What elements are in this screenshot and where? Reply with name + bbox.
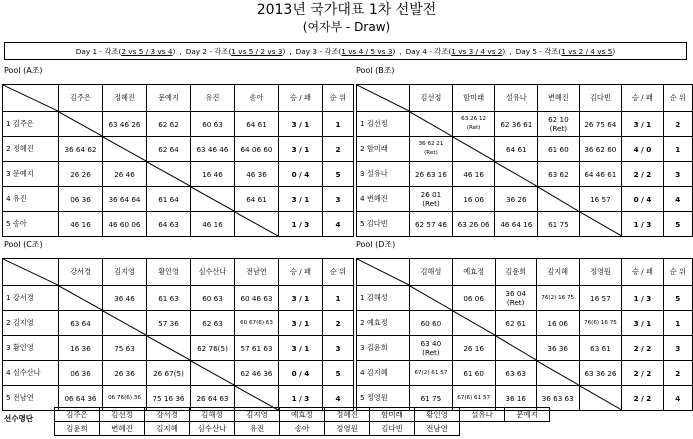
match-score-cell: 62 64 [147, 137, 191, 162]
roster-player-name: 전남연 [415, 422, 460, 436]
match-score-cell: 62 62 [147, 112, 191, 137]
roster-player-name: 설유나 [460, 408, 505, 422]
match-score-cell: 36 64 62 [59, 137, 103, 162]
match-score-cell: 46 60 06 [103, 212, 147, 237]
match-score-cell: 62 63 [191, 311, 235, 336]
player-row-name: 1 김주은 [3, 112, 59, 137]
self-match-cell [103, 137, 147, 162]
roster-player-name: 김지혜 [145, 422, 190, 436]
pool-corner-cell [357, 85, 410, 112]
pool-header-row [357, 85, 693, 112]
diagonal-line-icon [538, 187, 578, 211]
roster-player-name: 김윤희 [55, 422, 100, 436]
win-loss-cell: 1 / 3 [622, 286, 663, 311]
win-loss-header: 승 / 패 [279, 85, 323, 112]
match-score-cell: 61 60 [452, 361, 495, 386]
pool-a-label: Pool (A조) [4, 66, 43, 75]
diagonal-line-icon [357, 85, 409, 111]
self-match-cell [59, 112, 103, 137]
table-row [357, 137, 693, 162]
roster-player-name: 김지영 [235, 408, 280, 422]
pool-header-row [3, 259, 354, 286]
table-row [357, 162, 693, 187]
match-score-cell: 16 36 [59, 336, 103, 361]
pool-header-row [3, 85, 354, 112]
win-loss-header: 승 / 패 [622, 259, 663, 286]
rank-cell: 5 [663, 212, 692, 237]
page-subtitle: (여자부 - Draw) [302, 20, 391, 34]
diagonal-line-icon [3, 85, 58, 111]
diagonal-line-icon [191, 361, 234, 385]
pool-a-table [2, 84, 354, 237]
match-score-cell: 26 67(5) [147, 361, 191, 386]
player-row-name: 1 김선정 [357, 112, 410, 137]
self-match-cell [191, 361, 235, 386]
self-match-cell [579, 386, 622, 411]
table-row [357, 212, 693, 237]
match-score-cell: 61 63 [147, 286, 191, 311]
player-column-header: 전남연 [235, 259, 279, 286]
match-score-cell: 36 62 60 [579, 137, 622, 162]
table-row [3, 311, 354, 336]
match-score-cell: 63 46 26 [103, 112, 147, 137]
match-score-cell: 60 67(6) 63 [235, 311, 279, 336]
roster-player-name: 유진 [235, 422, 280, 436]
match-score-cell: 61 75 [538, 212, 579, 237]
player-row-name: 5 전남연 [3, 386, 59, 411]
rank-cell: 2 [323, 311, 354, 336]
diagonal-line-icon [147, 336, 190, 360]
day-1-schedule [76, 47, 176, 56]
win-loss-cell: 3 / 1 [622, 112, 663, 137]
rank-cell: 3 [663, 162, 692, 187]
roster-player-name: 변혜진 [100, 422, 145, 436]
day-label: Day 1 - 각조( [75, 47, 122, 56]
player-column-header: 김다빈 [579, 85, 622, 112]
rank-cell: 4 [323, 212, 354, 237]
self-match-cell [410, 112, 453, 137]
roster-player-name: 김해성 [190, 408, 235, 422]
match-score-cell: 64 61 [235, 112, 279, 137]
diagonal-line-icon [357, 259, 409, 285]
rank-cell: 2 [663, 112, 692, 137]
day-label: Day 4 - 각조( [405, 47, 452, 56]
match-score-cell: 67(2) 61 57 [410, 361, 453, 386]
match-score-cell: 63 61 [579, 336, 622, 361]
rank-cell: 5 [663, 286, 692, 311]
win-loss-cell: 2 / 2 [622, 361, 663, 386]
match-score-cell: 60 46 63 [235, 286, 279, 311]
win-loss-cell: 3 / 1 [622, 311, 663, 336]
pool-b-label: Pool (B조) [356, 66, 395, 75]
match-score-cell: 26 01 (Ret) [410, 187, 453, 212]
match-score-cell: 76(6) 16 75 [579, 311, 622, 336]
day-close: ) [392, 47, 396, 56]
roster-empty-cell [460, 422, 505, 436]
diagonal-line-icon [537, 361, 579, 385]
day-separator: , [289, 47, 292, 56]
player-row-name: 2 정혜진 [3, 137, 59, 162]
player-row-name: 5 정영원 [357, 386, 410, 411]
roster-row [55, 408, 550, 422]
match-score-cell: 61 60 [538, 137, 579, 162]
self-match-cell [536, 361, 579, 386]
match-score-cell: 06 36 [59, 361, 103, 386]
pool-corner-cell [3, 85, 59, 112]
match-score-cell: 62 36 61 [495, 112, 538, 137]
diagonal-line-icon [103, 137, 146, 161]
match-score-cell: 63 64 [59, 311, 103, 336]
table-row [357, 112, 693, 137]
match-score-cell: 57 61 63 [235, 336, 279, 361]
day-2-schedule [186, 47, 286, 56]
match-score-cell: 63 26 06 [452, 212, 495, 237]
win-loss-cell: 3 / 1 [279, 286, 323, 311]
day-5-schedule [516, 47, 616, 56]
match-score-cell: 06 36 [59, 187, 103, 212]
match-score-cell: 36 62 21 (Ret) [410, 137, 453, 162]
match-score-cell: 57 36 [147, 311, 191, 336]
rank-cell: 5 [323, 361, 354, 386]
win-loss-cell: 1 / 3 [279, 386, 323, 411]
player-column-header: 심수산나 [191, 259, 235, 286]
match-score-cell: 26 63 16 [410, 162, 453, 187]
pool-corner-cell [357, 259, 410, 286]
day-label: Day 3 - 각조( [295, 47, 342, 56]
match-score-cell: 06 76(6) 36 [103, 386, 147, 411]
rank-cell: 4 [663, 386, 692, 411]
roster-player-name: 김선정 [100, 408, 145, 422]
diagonal-line-icon [496, 336, 536, 360]
player-column-header: 유진 [191, 85, 235, 112]
player-column-header: 함미래 [452, 85, 495, 112]
match-score-cell: 36 26 [495, 187, 538, 212]
day-label: Day 5 - 각조( [515, 47, 562, 56]
roster-empty-cell [505, 422, 550, 436]
pool-d-table [356, 258, 693, 411]
page-title: 2013년 국가대표 1차 선발전 [256, 2, 437, 18]
match-score-cell: 26 26 [59, 162, 103, 187]
match-score-cell: 61 64 [147, 187, 191, 212]
win-loss-cell: 2 / 2 [622, 336, 663, 361]
table-row [357, 336, 693, 361]
match-score-cell: 26 16 [452, 336, 495, 361]
roster-player-name: 황인영 [415, 408, 460, 422]
self-match-cell [410, 286, 453, 311]
day-close: ) [282, 47, 286, 56]
diagonal-line-icon [410, 112, 452, 136]
player-column-header: 김주은 [59, 85, 103, 112]
diagonal-line-icon [103, 311, 146, 335]
diagonal-line-icon [580, 386, 622, 410]
day-schedule-bar [4, 42, 687, 60]
self-match-cell [147, 336, 191, 361]
diagonal-line-icon [410, 286, 452, 310]
roster-player-name: 심수산나 [190, 422, 235, 436]
match-score-cell: 64 46 61 [579, 162, 622, 187]
match-score-cell: 64 61 [495, 137, 538, 162]
match-score-cell: 36 04 (Ret) [495, 286, 536, 311]
match-score-cell: 16 06 [536, 311, 579, 336]
self-match-cell [191, 187, 235, 212]
rank-cell: 1 [663, 137, 692, 162]
roster-player-name: 김다빈 [370, 422, 415, 436]
table-row [3, 286, 354, 311]
diagonal-line-icon [235, 212, 278, 236]
win-loss-cell: 0 / 4 [622, 187, 663, 212]
roster-player-name: 송아 [280, 422, 325, 436]
match-score-cell: 64 06 60 [235, 137, 279, 162]
day-close: ) [172, 47, 176, 56]
player-row-name: 4 김지혜 [357, 361, 410, 386]
roster-row [55, 422, 550, 436]
match-score-cell: 06 06 [452, 286, 495, 311]
table-row [357, 187, 693, 212]
match-score-cell: 46 64 16 [495, 212, 538, 237]
player-column-header: 예효정 [452, 259, 495, 286]
match-score-cell: 36 64 64 [103, 187, 147, 212]
diagonal-line-icon [453, 137, 495, 161]
rank-cell: 1 [323, 286, 354, 311]
table-row [357, 286, 693, 311]
self-match-cell [538, 187, 579, 212]
day-matchups: 1 vs 4 / 5 vs 3 [341, 47, 393, 56]
match-score-cell: 61 75 [410, 386, 453, 411]
win-loss-cell: 0 / 4 [279, 162, 323, 187]
table-row [3, 212, 354, 237]
table-row [3, 187, 354, 212]
diagonal-line-icon [580, 212, 622, 236]
win-loss-cell: 3 / 1 [279, 187, 323, 212]
player-row-name: 1 김해성 [357, 286, 410, 311]
roster-player-name: 강서경 [145, 408, 190, 422]
player-row-name: 2 예효정 [357, 311, 410, 336]
self-match-cell [495, 336, 536, 361]
player-column-header: 강서경 [59, 259, 103, 286]
rank-cell: 4 [663, 187, 692, 212]
match-score-cell: 62 61 [495, 311, 536, 336]
match-score-cell: 26 75 64 [579, 112, 622, 137]
match-score-cell: 62 46 36 [235, 361, 279, 386]
day-separator: , [399, 47, 402, 56]
table-row [3, 361, 354, 386]
match-score-cell: 16 46 [191, 162, 235, 187]
rank-cell: 3 [323, 187, 354, 212]
match-score-cell: 62 10 (Ret) [538, 112, 579, 137]
diagonal-line-icon [147, 162, 190, 186]
self-match-cell [235, 212, 279, 237]
day-close: ) [502, 47, 506, 56]
day-label: Day 2 - 각조( [185, 47, 232, 56]
match-score-cell: 46 16 [59, 212, 103, 237]
match-score-cell: 16 06 [452, 187, 495, 212]
match-score-cell: 26 64 63 [191, 386, 235, 411]
match-score-cell: 36 63 63 [536, 386, 579, 411]
day-matchups: 2 vs 5 / 3 vs 4 [121, 47, 173, 56]
win-loss-cell: 2 / 2 [622, 162, 663, 187]
diagonal-line-icon [495, 162, 537, 186]
rank-cell: 2 [323, 137, 354, 162]
self-match-cell [452, 137, 495, 162]
match-score-cell: 63 40 (Ret) [410, 336, 453, 361]
match-score-cell: 46 36 [235, 162, 279, 187]
win-loss-header: 승 / 패 [622, 85, 663, 112]
player-column-header: 김지혜 [536, 259, 579, 286]
day-matchups: 1 vs 3 / 4 vs 2 [451, 47, 503, 56]
player-column-header: 김해성 [410, 259, 453, 286]
win-loss-cell: 3 / 1 [279, 311, 323, 336]
day-matchups: 1 vs 5 / 2 vs 3 [231, 47, 283, 56]
win-loss-cell: 3 / 1 [279, 336, 323, 361]
match-score-cell: 60 60 [410, 311, 453, 336]
table-row [357, 361, 693, 386]
win-loss-cell: 4 / 0 [622, 137, 663, 162]
player-row-name: 3 김윤희 [357, 336, 410, 361]
match-score-cell: 36 46 [103, 286, 147, 311]
match-score-cell: 75 16 36 [147, 386, 191, 411]
day-separator: , [509, 47, 512, 56]
table-row [3, 112, 354, 137]
rank-cell: 3 [323, 336, 354, 361]
win-loss-cell: 1 / 3 [622, 212, 663, 237]
match-score-cell: 63 36 26 [579, 361, 622, 386]
match-score-cell: 16 57 [579, 286, 622, 311]
match-score-cell: 63 46 46 [191, 137, 235, 162]
roster-player-name: 김주은 [55, 408, 100, 422]
win-loss-cell: 0 / 4 [279, 361, 323, 386]
player-row-name: 3 황인영 [3, 336, 59, 361]
day-close: ) [612, 47, 616, 56]
table-row [3, 137, 354, 162]
win-loss-cell: 3 / 1 [279, 112, 323, 137]
table-row [357, 311, 693, 336]
self-match-cell [103, 311, 147, 336]
win-loss-header: 승 / 패 [279, 259, 323, 286]
table-row [3, 162, 354, 187]
match-score-cell: 26 46 [103, 162, 147, 187]
self-match-cell [452, 311, 495, 336]
pool-corner-cell [3, 259, 59, 286]
player-column-header: 김선정 [410, 85, 453, 112]
match-score-cell: 64 63 [147, 212, 191, 237]
match-score-cell: 63 63 [495, 361, 536, 386]
match-score-cell: 62 76(5) [191, 336, 235, 361]
match-score-cell: 75 63 [103, 336, 147, 361]
self-match-cell [59, 286, 103, 311]
player-column-header: 문예지 [147, 85, 191, 112]
pool-header-row [357, 259, 693, 286]
match-score-cell: 26 36 [103, 361, 147, 386]
player-column-header: 황인영 [147, 259, 191, 286]
player-row-name: 3 설유나 [357, 162, 410, 187]
match-score-cell: 63 26 12 (Ret) [452, 112, 495, 137]
match-score-cell: 62 57 46 [410, 212, 453, 237]
win-loss-cell: 2 / 2 [622, 386, 663, 411]
self-match-cell [579, 212, 622, 237]
self-match-cell [147, 162, 191, 187]
player-column-header: 정영원 [579, 259, 622, 286]
win-loss-cell: 3 / 1 [279, 137, 323, 162]
match-score-cell: 76(2) 16 75 [536, 286, 579, 311]
player-column-header: 설유나 [495, 85, 538, 112]
rank-cell: 4 [323, 386, 354, 411]
rank-cell: 2 [663, 361, 692, 386]
rank-header: 순 위 [323, 85, 354, 112]
player-row-name: 4 심수산나 [3, 361, 59, 386]
match-score-cell: 60 63 [191, 286, 235, 311]
diagonal-line-icon [453, 311, 495, 335]
match-score-cell: 16 57 [579, 187, 622, 212]
player-column-header: 김윤희 [495, 259, 536, 286]
diagonal-line-icon [59, 286, 102, 310]
player-column-header: 정혜진 [103, 85, 147, 112]
player-column-header: 김지영 [103, 259, 147, 286]
pool-b-table [356, 84, 693, 237]
rank-cell: 5 [323, 162, 354, 187]
player-row-name: 4 유진 [3, 187, 59, 212]
player-row-name: 5 김다빈 [357, 212, 410, 237]
win-loss-cell: 1 / 3 [279, 212, 323, 237]
match-score-cell: 60 63 [191, 112, 235, 137]
rank-cell: 1 [663, 311, 692, 336]
match-score-cell: 06 64 36 [59, 386, 103, 411]
player-row-name: 2 함미래 [357, 137, 410, 162]
roster-player-name: 문예지 [505, 408, 550, 422]
pool-c-table [2, 258, 354, 411]
diagonal-line-icon [191, 187, 234, 211]
player-row-name: 3 문예지 [3, 162, 59, 187]
match-score-cell: 67(6) 61 57 [452, 386, 495, 411]
day-3-schedule [296, 47, 396, 56]
rank-header: 순 위 [663, 259, 692, 286]
roster-player-name: 예효정 [280, 408, 325, 422]
player-row-name: 1 강서경 [3, 286, 59, 311]
diagonal-line-icon [59, 112, 102, 136]
player-row-name: 2 김지영 [3, 311, 59, 336]
player-row-name: 5 송아 [3, 212, 59, 237]
rank-cell: 3 [663, 336, 692, 361]
roster-player-name: 정혜진 [325, 408, 370, 422]
roster-table [54, 407, 550, 436]
rank-header: 순 위 [323, 259, 354, 286]
match-score-cell: 36 16 [495, 386, 536, 411]
pool-d-label: Pool (D조) [356, 240, 396, 249]
match-score-cell: 46 16 [191, 212, 235, 237]
day-matchups: 1 vs 2 / 4 vs 5 [561, 47, 613, 56]
day-4-schedule [406, 47, 506, 56]
player-row-name: 4 변혜진 [357, 187, 410, 212]
rank-cell: 1 [323, 112, 354, 137]
roster-player-name: 정영원 [325, 422, 370, 436]
rank-header: 순 위 [663, 85, 692, 112]
roster-label: 선수명단 [4, 414, 33, 423]
table-row [3, 336, 354, 361]
match-score-cell: 36 36 [536, 336, 579, 361]
player-column-header: 변혜진 [538, 85, 579, 112]
match-score-cell: 64 61 [235, 187, 279, 212]
pool-c-label: Pool (C조) [4, 240, 43, 249]
roster-player-name: 함미래 [370, 408, 415, 422]
self-match-cell [495, 162, 538, 187]
diagonal-line-icon [3, 259, 58, 285]
player-column-header: 송아 [235, 85, 279, 112]
day-separator: , [179, 47, 182, 56]
match-score-cell: 63 62 [538, 162, 579, 187]
match-score-cell: 46 16 [452, 162, 495, 187]
